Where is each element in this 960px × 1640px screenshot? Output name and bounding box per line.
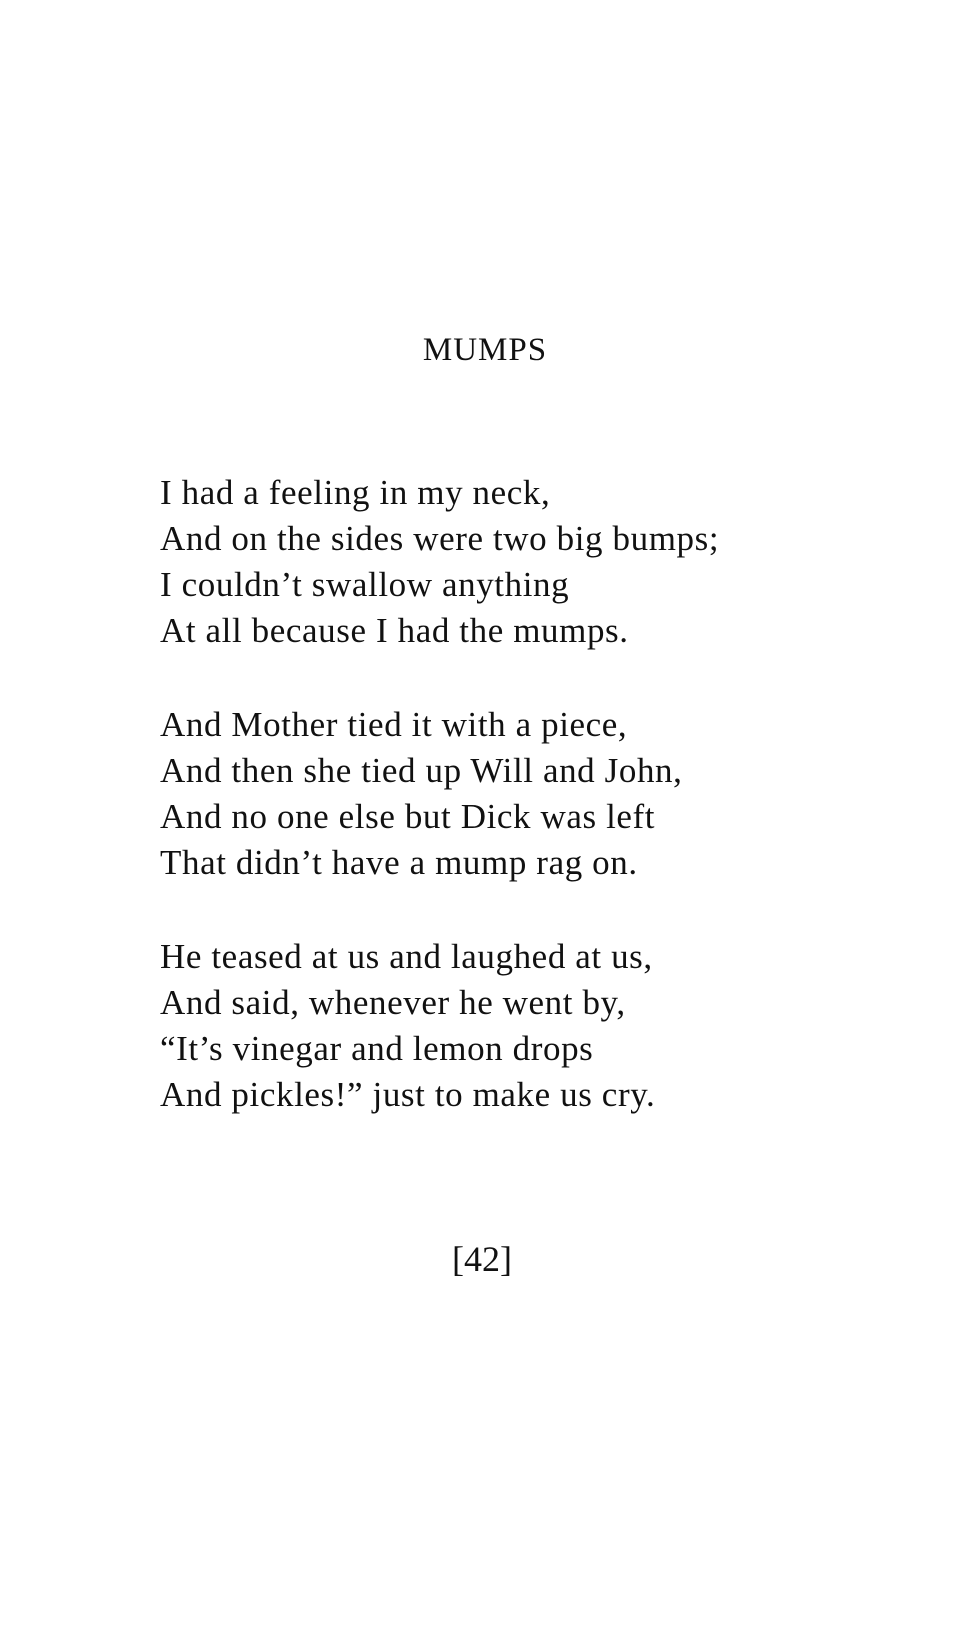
stanza-1 xyxy=(160,470,940,654)
poem-line: I had a feeling in my neck, xyxy=(160,473,551,512)
poem-line: And Mother tied it with a piece, xyxy=(160,705,628,744)
poem-line: And said, whenever he went by, xyxy=(160,983,626,1022)
stanza-3 xyxy=(160,934,940,1118)
poem-line: And on the sides were two big bumps; xyxy=(160,519,720,558)
poem-line: And pickles!” just to make us cry. xyxy=(160,1075,656,1114)
page-number: [42] xyxy=(452,1239,512,1279)
poem-line: That didn’t have a mump rag on. xyxy=(160,843,638,882)
poem-line: And no one else but Dick was left xyxy=(160,797,656,836)
stanza-2 xyxy=(160,702,940,886)
poem-line: At all because I had the mumps. xyxy=(160,611,629,650)
poem-line: And then she tied up Will and John, xyxy=(160,751,683,790)
poem-line: I couldn’t swallow anything xyxy=(160,565,570,604)
poem-title: MUMPS xyxy=(422,332,548,368)
poem-body xyxy=(160,470,940,1166)
poem-line: “It’s vinegar and lemon drops xyxy=(160,1029,594,1068)
poem-line: He teased at us and laughed at us, xyxy=(160,937,653,976)
